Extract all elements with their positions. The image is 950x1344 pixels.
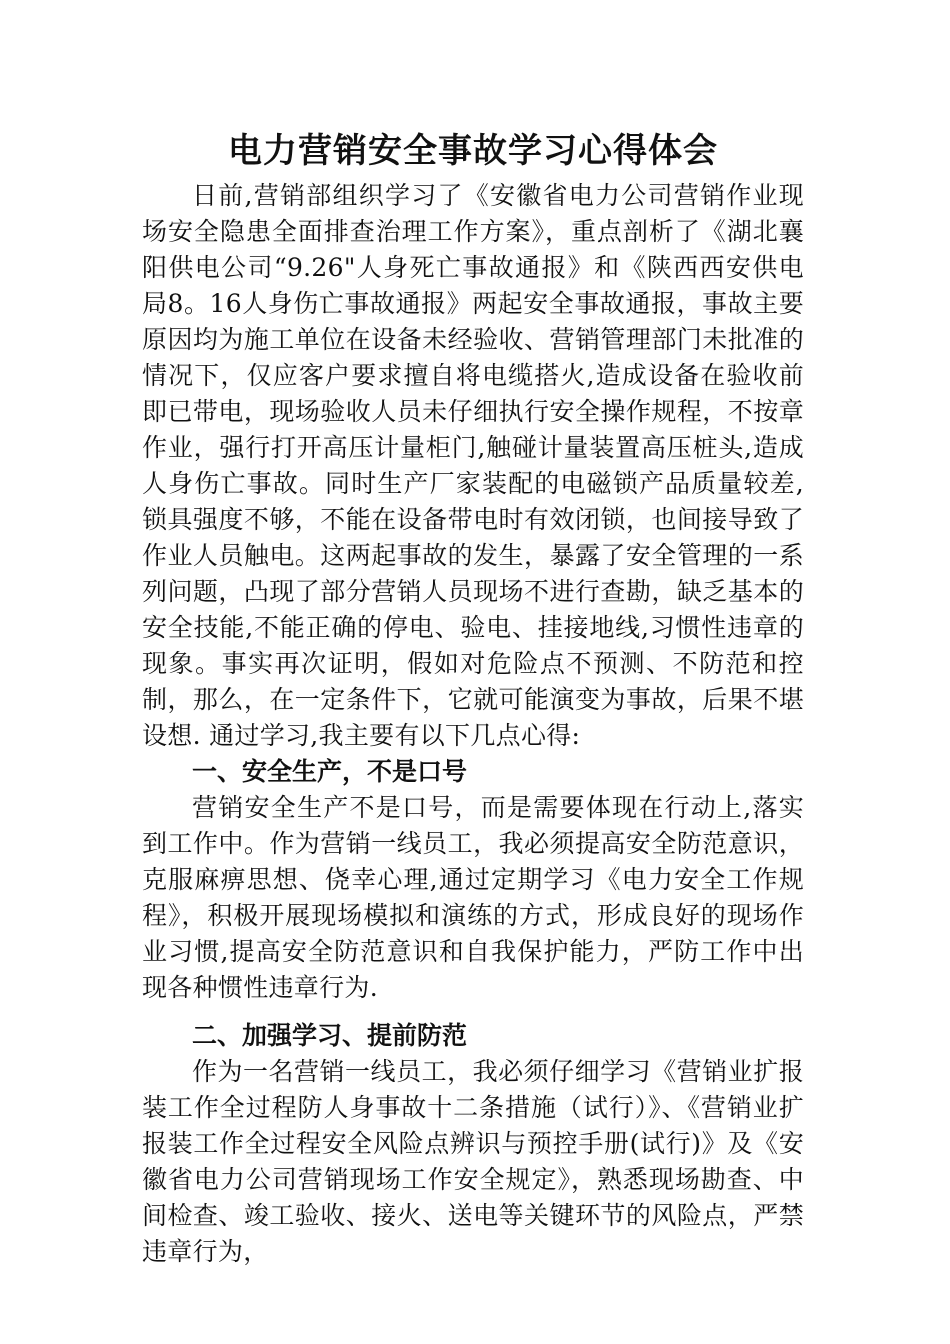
document-page	[142, 122, 804, 1270]
section-2-heading: 二、加强学习、提前防范	[192, 1021, 468, 1050]
section-1-heading: 一、安全生产，不是口号	[192, 757, 468, 786]
section-1-paragraph: 营销安全生产不是口号，而是需要体现在行动上,落实到工作中。作为营销一线员工，我必须提高安全防范意识，克服麻痹思想、侥幸心理,通过定期学习《电力安全工作规程》，积极开展现场模拟和演练的方式，形成良好的现场作业习惯,提高安全防范意识和自我保护能力，严防工作中出现各种惯性违章行为.	[142, 793, 804, 1002]
intro-paragraph: 日前,营销部组织学习了《安徽省电力公司营销作业现场安全隐患全面排查治理工作方案》，重点剖析了《湖北襄阳供电公司“9.26"人身死亡事故通报》和《陕西西安供电局8。16人身伤亡事故通报》两起安全事故通报，事故主要原因均为施工单位在设备未经验收、营销管理部门未批准的情况下，仅应客户要求擅自将电缆搭火,造成设备在验收前即已带电，现场验收人员未仔细执行安全操作规程，不按章作业，强行打开高压计量柜门,触碰计量装置高压桩头,造成人身伤亡事故。同时生产厂家装配的电磁锁产品质量较差,锁具强度不够，不能在设备带电时有效闭锁，也间接导致了作业人员触电。这两起事故的发生，暴露了安全管理的一系列问题，凸现了部分营销人员现场不进行查勘，缺乏基本的安全技能,不能正确的停电、验电、挂接地线,习惯性违章的现象。事实再次证明，假如对危险点不预测、不防范和控制，那么，在一定条件下，它就可能演变为事故，后果不堪设想. 通过学习,我主要有以下几点心得:	[142, 181, 804, 750]
section-2-paragraph: 作为一名营销一线员工，我必须仔细学习《营销业扩报装工作全过程防人身事故十二条措施（试行）》、《营销业扩报装工作全过程安全风险点辨识与预控手册(试行)》及《安徽省电力公司营销现场工作安全规定》，熟悉现场勘查、中间检查、竣工验收、接火、送电等关键环节的风险点，严禁违章行为，	[142, 1057, 804, 1266]
document-title: 电力营销安全事故学习心得体会	[228, 131, 718, 171]
